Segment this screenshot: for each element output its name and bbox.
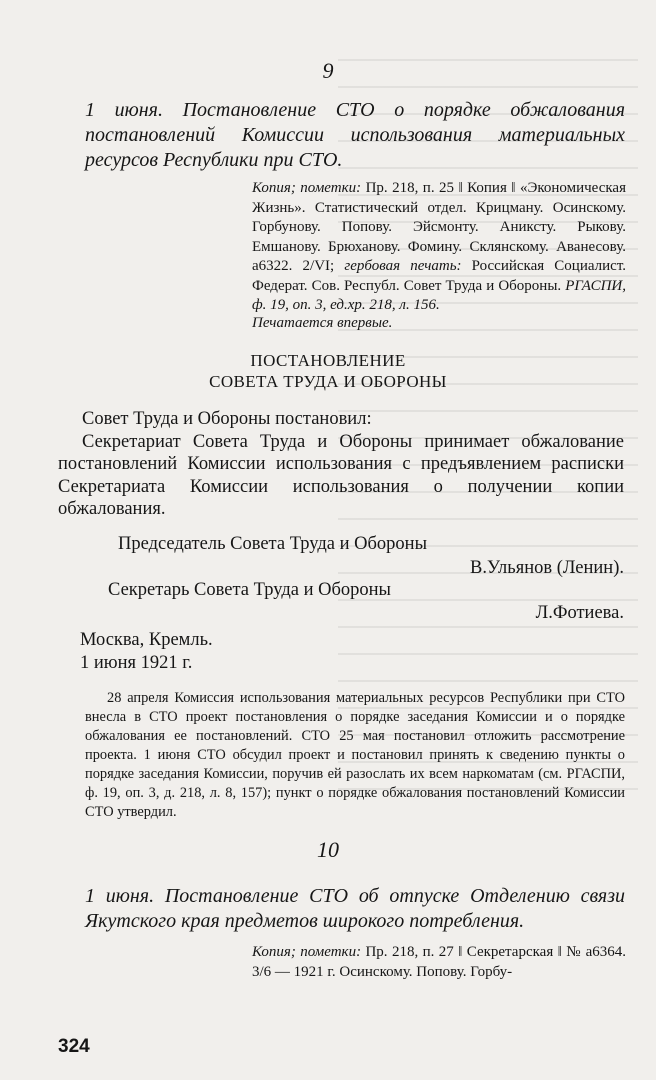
- meta-archive: РГАСПИ, ф. 19, оп. 3, ед.хр. 218, л. 156.: [252, 277, 627, 313]
- decree-paragraph-1: Совет Труда и Обороны постановил:: [82, 409, 372, 429]
- decree-paragraph-2: Секретариат Совета Труда и Обороны принимает обжалование постановлений Комиссии использования с предъявлением расписки Секретариата Комиссии использования о получении копии обжалования.: [58, 431, 624, 519]
- meta-body-10: Пр. 218, п. 27 ‖ Секретарская ‖ № а6364. 3/6 — 1921 г. Осинскому. Попову. Горбу-: [252, 944, 626, 980]
- decree-heading-line-1: ПОСТАНОВЛЕНИЕ: [250, 351, 406, 370]
- secretary-name: Л.Фотиева.: [535, 603, 624, 623]
- editorial-note: 28 апреля Комиссия использования материальных ресурсов Республики при СТО внесла в СТО проект постановления о порядке заседания Комиссии и о порядке обжалования ее постановлений. СТО 25 мая постановил отложить рассмотрение проекта. 1 июня СТО обсудил проект и постановил принять к сведению пункты о порядке заседания Комиссии, поручив ей разослать их всем наркоматам (см. РГАСПИ, ф. 19, оп. 3, д. 218, л. 8, 157); пункт о порядке обжалования постановлений Комиссии СТО утвердил.: [85, 690, 625, 820]
- meta-prefix: Копия; пометки:: [252, 180, 362, 196]
- chairman-title: Председатель Совета Труда и Обороны: [118, 534, 428, 554]
- meta-seal-label: гербовая печать:: [344, 258, 462, 274]
- first-publication-note: Печатается впервые.: [252, 315, 393, 331]
- date: 1 июня 1921 г.: [80, 653, 193, 673]
- document-number-9: 9: [322, 58, 334, 83]
- decree-body: [58, 408, 624, 521]
- document-10-title: 1 июня. Постановление СТО об отпуске Отделению связи Якутского края предметов широкого потребления.: [85, 885, 625, 932]
- decree-heading: [0, 350, 656, 392]
- secretary-title: Секретарь Совета Труда и Обороны: [108, 580, 391, 600]
- document-9-title: 1 июня. Постановление СТО о порядке обжалования постановлений Комиссии использования материальных ресурсов Республики при СТО.: [85, 99, 625, 171]
- document-9-archival-notes: [252, 179, 626, 316]
- decree-heading-line-2: СОВЕТА ТРУДА И ОБОРОНЫ: [209, 372, 447, 391]
- meta-prefix-10: Копия; пометки:: [252, 944, 362, 960]
- meta-body: Пр. 218, п. 25 ‖ Копия ‖ «Экономическая Жизнь». Статистический отдел. Крицману. Осинскому. Горбунову. Попову. Эйсмонту. Аниксту. Рыкову. Емшанову. Брюханову. Фомину. Склянскому. Аванесову. а6322. 2/VI;: [252, 180, 626, 274]
- chairman-name: В.Ульянов (Ленин).: [470, 558, 624, 578]
- document-10-archival-notes: [252, 943, 626, 982]
- page-number: 324: [58, 1036, 90, 1057]
- meta-seal: Российская Социалист. Федерат. Сов. Республ. Совет Труда и Обороны.: [252, 258, 627, 294]
- place: Москва, Кремль.: [80, 630, 213, 650]
- document-number-10: 10: [317, 837, 339, 862]
